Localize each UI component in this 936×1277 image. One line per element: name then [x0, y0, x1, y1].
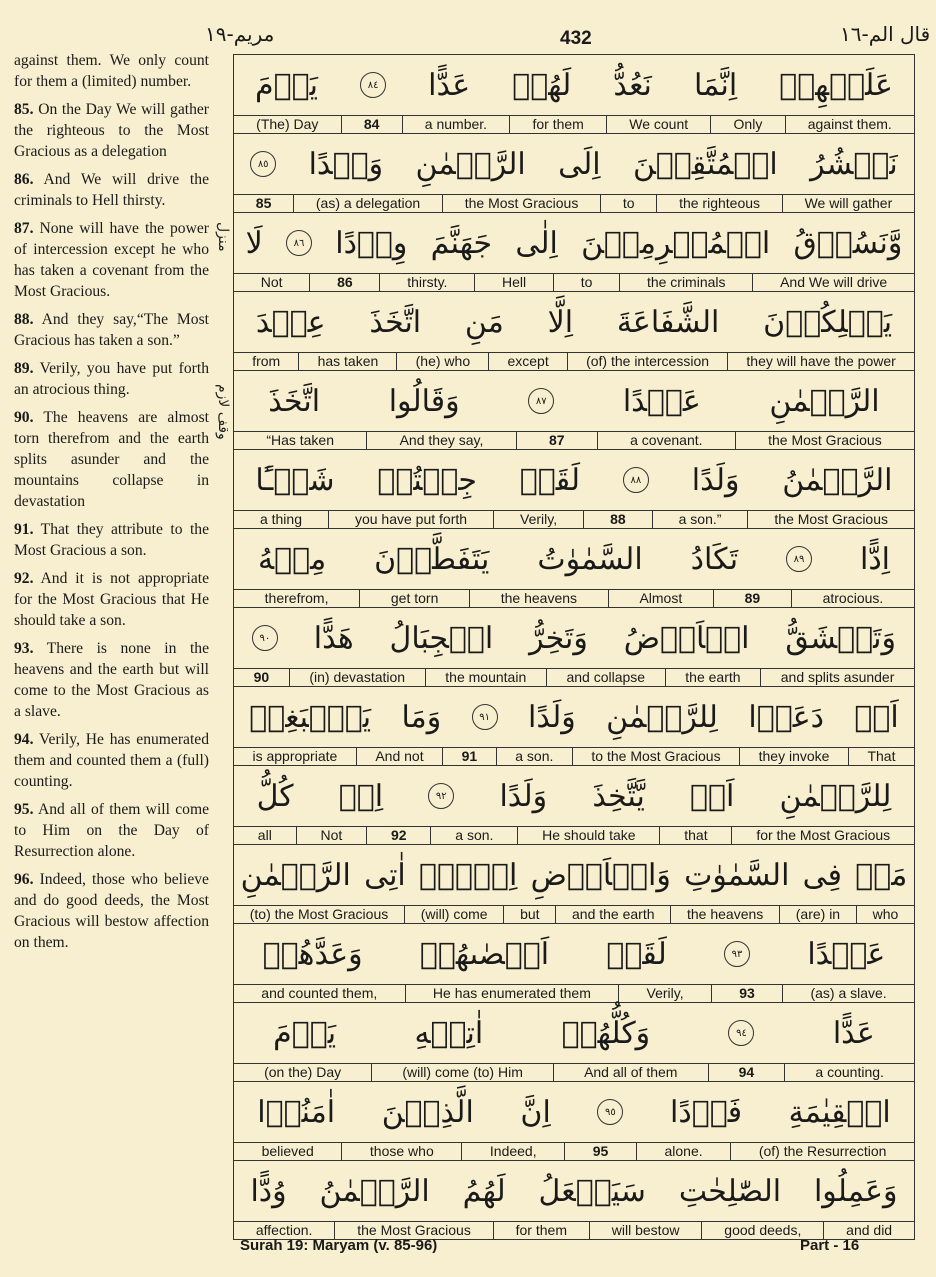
arabic-word: نَعُدُّ	[613, 67, 652, 103]
english-word: Not	[297, 827, 368, 844]
arabic-word: وَمَا	[401, 699, 442, 735]
arabic-line	[234, 1160, 914, 1221]
english-word: And We will drive	[780, 274, 888, 290]
arabic-line	[234, 55, 914, 115]
english-word: and the earth	[556, 906, 671, 923]
arabic-word: وُدًّا	[250, 1173, 287, 1209]
arabic-word: الرَّحۡمٰنِ	[415, 146, 526, 182]
english-word: a son.	[497, 748, 573, 765]
verse-number-cell: 95	[565, 1143, 637, 1160]
english-word: a son.	[431, 827, 518, 844]
arabic-word: لِلرَّحۡمٰنِ	[606, 699, 718, 735]
verse-number-cell: 87	[517, 432, 598, 449]
verse-text: And all of them will come to Him on the Day of Resurrection alone.	[14, 801, 209, 860]
english-word: (on the) Day	[234, 1064, 372, 1081]
arabic-word: سَيَجۡعَلُ	[538, 1173, 646, 1209]
english-word: affection.	[234, 1222, 335, 1239]
arabic-word: اِنۡ	[338, 778, 384, 814]
english-word: against them.	[807, 116, 892, 132]
arabic-line	[234, 923, 914, 984]
translation-verse	[14, 50, 209, 92]
english-word: from	[234, 353, 299, 370]
ayah-marker: ٩٢	[428, 783, 454, 809]
verse-number: 87.	[14, 220, 34, 237]
english-word: “Has taken	[234, 432, 367, 449]
english-word: for the Most Gracious	[756, 827, 891, 843]
arabic-word: وَتَنۡشَقُّ	[785, 620, 896, 656]
english-word: a counting.	[815, 1064, 884, 1080]
english-line	[234, 984, 914, 1002]
english-line	[234, 589, 914, 607]
arabic-word: وَلَدًا	[528, 699, 576, 735]
english-word: and counted them,	[234, 985, 406, 1002]
translation-verse	[14, 309, 209, 351]
english-word: We will gather	[804, 195, 893, 211]
english-word: except	[489, 353, 568, 370]
arabic-line	[234, 686, 914, 747]
verse-number: 93.	[14, 640, 34, 657]
ayah-marker: ٩٠	[252, 625, 278, 651]
arabic-word: السَّمٰوٰتُ	[537, 541, 643, 577]
arabic-word: اتَّخَذَ	[268, 383, 321, 419]
ayah-marker: ٨٩	[786, 546, 812, 572]
english-word: believed	[234, 1143, 342, 1160]
verse-row	[234, 55, 914, 133]
english-word: And they say,	[367, 432, 516, 449]
arabic-word: وَفۡدًا	[308, 146, 384, 182]
verse-text: And We will drive the criminals to Hell thirsty.	[14, 171, 209, 209]
verse-row	[234, 686, 914, 765]
arabic-word: عِنۡدَ	[255, 304, 326, 340]
arabic-word: عَدًّا	[832, 1015, 875, 1051]
page-number: 432	[560, 28, 592, 49]
ayah-marker: ٨٦	[286, 230, 312, 256]
arabic-word: لَا	[245, 225, 263, 261]
english-word: Hell	[475, 274, 554, 291]
english-word: He should take	[518, 827, 660, 844]
arabic-word: فَرۡدًا	[670, 1094, 743, 1130]
arabic-word: اَحۡصٰىهُمۡ	[419, 936, 550, 972]
translation-verse	[14, 638, 209, 722]
english-word: the earth	[666, 669, 761, 686]
english-word: And not	[357, 748, 443, 765]
arabic-line	[234, 291, 914, 352]
arabic-word: هَدًّا	[313, 620, 354, 656]
verse-row	[234, 212, 914, 291]
verse-number-cell: 94	[709, 1064, 786, 1081]
arabic-word: اِنَّ	[520, 1094, 551, 1130]
margin-mark: وقف لازم	[215, 384, 231, 440]
surah-header: مريم-١٩	[205, 22, 275, 46]
arabic-word: جَهَنَّمَ	[430, 225, 493, 261]
verse-number-cell: 84	[342, 116, 403, 133]
english-word: And all of them	[554, 1064, 709, 1081]
arabic-line	[234, 133, 914, 194]
arabic-word: الۡمُتَّقِيۡنَ	[632, 146, 778, 182]
arabic-word: السَّمٰوٰتِ	[684, 857, 790, 893]
english-line	[234, 1142, 914, 1160]
arabic-word: الرَّحۡمٰنُ	[319, 1173, 430, 1209]
english-word: alone.	[637, 1143, 731, 1160]
english-word: to the Most Gracious	[573, 748, 740, 765]
arabic-word: اتَّخَذَ	[369, 304, 422, 340]
english-word: to	[601, 195, 657, 212]
verse-row	[234, 133, 914, 212]
english-word: Verily,	[619, 985, 712, 1002]
english-line	[234, 115, 914, 133]
verse-text: That they attribute to the Most Gracious a son.	[14, 521, 210, 559]
arabic-word: يَوۡمَ	[273, 1015, 337, 1051]
english-word: a covenant.	[598, 432, 736, 449]
english-word: they invoke	[740, 748, 849, 765]
arabic-word: دَعَوۡا	[748, 699, 824, 735]
arabic-word: اٰمَنُوۡا	[257, 1094, 336, 1130]
verse-number: 89.	[14, 360, 34, 377]
arabic-word: تَكَادُ	[690, 541, 739, 577]
arabic-word: فِى	[802, 857, 842, 893]
ayah-marker: ٩٤	[728, 1020, 754, 1046]
english-word: is appropriate	[234, 748, 357, 765]
arabic-word: لِلرَّحۡمٰنِ	[779, 778, 892, 814]
english-word: (to) the Most Gracious	[234, 906, 405, 923]
english-word: He has enumerated them	[406, 985, 620, 1002]
english-word: Only	[711, 116, 785, 133]
english-line	[234, 668, 914, 686]
verse-text: Verily, you have put forth an atrocious thing.	[14, 360, 209, 398]
verse-text: The heavens are almost torn therefrom and the earth splits asunder and the mountains collapse in devastation	[14, 409, 209, 510]
arabic-word: وَعَدَّهُمۡ	[262, 936, 363, 972]
arabic-word: وَكُلُّهُمۡ	[561, 1015, 651, 1051]
english-word: the Most Gracious	[768, 432, 882, 448]
verse-number-cell: 90	[234, 669, 290, 686]
english-word: and splits asunder	[780, 669, 895, 685]
english-word: they will have the power	[746, 353, 896, 369]
english-word: (will) come	[405, 906, 504, 923]
ayah-marker: ٨٤	[360, 72, 386, 98]
english-word: We count	[607, 116, 711, 133]
arabic-word: لَقَدۡ	[606, 936, 667, 972]
footer-part: Part - 16	[800, 1237, 860, 1254]
english-word: has taken	[299, 353, 397, 370]
verse-number: 91.	[14, 521, 34, 538]
english-word: but	[504, 906, 556, 923]
english-word: to	[554, 274, 620, 291]
arabic-word: مَنۡ	[855, 857, 908, 893]
juz-header: قال الم-١٦	[840, 22, 931, 46]
english-word: for them	[494, 1222, 590, 1239]
english-word: who	[872, 906, 899, 922]
footer-surah: Surah 19: Maryam (v. 85-96)	[240, 1237, 438, 1254]
english-word: Almost	[609, 590, 714, 607]
arabic-word: اَنۡ	[854, 699, 899, 735]
arabic-word: اٰتِى	[364, 857, 406, 893]
english-word: get torn	[360, 590, 470, 607]
english-line	[234, 431, 914, 449]
english-word: all	[234, 827, 297, 844]
arabic-word: اِلَّاۤ	[419, 857, 518, 893]
arabic-word: اِنَّمَا	[694, 67, 738, 103]
verse-number: 85.	[14, 101, 34, 118]
arabic-word: نَحۡشُرُ	[810, 146, 898, 182]
arabic-word: يَنۡۢبَغِىۡ	[249, 699, 372, 735]
arabic-word: اِدًّا	[859, 541, 891, 577]
arabic-word: الۡجِبَالُ	[389, 620, 494, 656]
english-word: (he) who	[397, 353, 489, 370]
arabic-line	[234, 1081, 914, 1142]
arabic-word: يَّتَّخِذَ	[592, 778, 645, 814]
arabic-word: كُلُّ	[256, 778, 294, 814]
english-word: a number.	[403, 116, 511, 133]
english-word: the Most Gracious	[443, 195, 601, 212]
arabic-word: عَهۡدًا	[622, 383, 701, 419]
english-word: the Most Gracious	[774, 511, 889, 527]
arabic-word: لَهُمۡ	[512, 67, 572, 103]
verse-row	[234, 765, 914, 844]
verse-row	[234, 1160, 914, 1239]
verse-number: 92.	[14, 570, 34, 587]
english-word: that	[660, 827, 732, 844]
translation-verse	[14, 799, 209, 862]
verse-row	[234, 370, 914, 449]
verse-text: And it is not appropriate for the Most Gracious that He should take a son.	[14, 570, 209, 629]
arabic-word: وِرۡدًا	[335, 225, 408, 261]
english-word: (as) a slave.	[810, 985, 887, 1001]
margin-mark: منزل	[215, 222, 231, 252]
translation-verse	[14, 358, 209, 400]
translation-verse	[14, 729, 209, 792]
english-line	[234, 1063, 914, 1081]
english-word: good deeds,	[702, 1222, 824, 1239]
ayah-marker: ٩٣	[724, 941, 750, 967]
verse-number: 88.	[14, 311, 34, 328]
arabic-word: مِنۡهُ	[257, 541, 327, 577]
english-word: a thing	[234, 511, 329, 528]
english-word: you have put forth	[329, 511, 494, 528]
english-line	[234, 826, 914, 844]
arabic-word: الرَّحۡمٰنِ	[240, 857, 351, 893]
english-line	[234, 510, 914, 528]
arabic-word: اَنۡ	[690, 778, 735, 814]
arabic-word: وَعَمِلُوا	[813, 1173, 898, 1209]
arabic-line	[234, 607, 914, 668]
english-word: the heavens	[671, 906, 780, 923]
verse-text: On the Day We will gather the righteous to the Most Gracious as a delegation	[14, 101, 209, 160]
ayah-marker: ٨٥	[250, 151, 276, 177]
arabic-word: وَالۡاَرۡضِ	[530, 857, 671, 893]
arabic-word: عَدًّا	[428, 67, 471, 103]
arabic-word: اِلَى	[558, 146, 601, 182]
english-word: the criminals	[620, 274, 753, 291]
english-word: (of) the Resurrection	[758, 1143, 887, 1159]
arabic-word: الۡمُجۡرِمِيۡنَ	[581, 225, 771, 261]
english-word: Not	[234, 274, 310, 291]
verse-text: Indeed, those who believe and do good deeds, the Most Gracious will bestow affection on them.	[14, 871, 209, 951]
english-word: Verily,	[494, 511, 584, 528]
english-word: (as) a delegation	[294, 195, 443, 212]
english-word: the heavens	[470, 590, 609, 607]
verse-row	[234, 1081, 914, 1160]
verse-row	[234, 449, 914, 528]
arabic-word: الصّٰلِحٰتِ	[678, 1173, 782, 1209]
translation-verse	[14, 169, 209, 211]
arabic-word: وَلَدًا	[499, 778, 548, 814]
verse-number-cell: 88	[584, 511, 653, 528]
english-word: Indeed,	[462, 1143, 565, 1160]
verse-number: 96.	[14, 871, 34, 888]
verse-text: None will have the power of intercession except he who has taken a covenant from the Most Gracious.	[14, 220, 209, 300]
word-by-word-grid	[233, 54, 915, 1240]
verse-text: Verily, He has enumerated them and counted them a (full) counting.	[14, 731, 210, 790]
english-line	[234, 194, 914, 212]
arabic-word: يَوۡمَ	[255, 67, 318, 103]
arabic-line	[234, 528, 914, 589]
english-word: (are) in	[780, 906, 857, 923]
arabic-line	[234, 765, 914, 826]
verse-number-cell: 91	[443, 748, 497, 765]
english-word: the mountain	[426, 669, 547, 686]
arabic-word: الۡقِيٰمَةِ	[788, 1094, 891, 1130]
translation-verse	[14, 218, 209, 302]
english-line	[234, 273, 914, 291]
english-word: That	[867, 748, 896, 764]
arabic-word: مَنِ	[464, 304, 504, 340]
verse-number: 86.	[14, 171, 34, 188]
verse-row	[234, 607, 914, 686]
english-line	[234, 747, 914, 765]
arabic-line	[234, 1002, 914, 1063]
arabic-word: الَّذِيۡنَ	[381, 1094, 474, 1130]
arabic-word: الۡاَرۡضُ	[623, 620, 750, 656]
english-word: the Most Gracious	[335, 1222, 493, 1239]
verse-number-cell: 85	[234, 195, 294, 212]
ayah-marker: ٩١	[472, 704, 498, 730]
translation-verse	[14, 407, 209, 512]
verse-number-cell: 89	[714, 590, 792, 607]
arabic-word: يَتَفَطَّرۡنَ	[374, 541, 490, 577]
arabic-word: اِلٰى	[515, 225, 558, 261]
verse-number-cell: 92	[367, 827, 431, 844]
arabic-word: الشَّفَاعَةَ	[616, 304, 720, 340]
arabic-word: عَبۡدًا	[807, 936, 886, 972]
verse-text: against them. We only count for them a (limited) number.	[14, 52, 209, 90]
ayah-marker: ٨٧	[528, 388, 554, 414]
arabic-word: وَلَدًا	[691, 462, 740, 498]
verse-number: 94.	[14, 731, 34, 748]
english-word: and collapse	[547, 669, 666, 686]
verse-row	[234, 291, 914, 370]
arabic-line	[234, 212, 914, 273]
english-line	[234, 352, 914, 370]
verse-number-cell: 93	[712, 985, 783, 1002]
english-word: and did	[846, 1222, 893, 1238]
arabic-line	[234, 370, 914, 431]
verse-row	[234, 844, 914, 923]
verse-row	[234, 528, 914, 607]
english-word: therefrom,	[234, 590, 360, 607]
verse-number: 95.	[14, 801, 34, 818]
english-word: a son.”	[653, 511, 749, 528]
english-word: the righteous	[657, 195, 782, 212]
ayah-marker: ٩٥	[597, 1099, 623, 1125]
arabic-word: الرَّحۡمٰنُ	[782, 462, 893, 498]
translation-verse	[14, 99, 209, 162]
verse-number: 90.	[14, 409, 34, 426]
translation-column	[14, 50, 209, 960]
verse-text: There is none in the heavens and the earth but will come to the Most Gracious as a slave.	[14, 640, 209, 720]
arabic-word: وَقَالُوا	[388, 383, 460, 419]
english-word: (The) Day	[234, 116, 342, 133]
arabic-word: شَيۡـًٔا	[255, 462, 335, 498]
arabic-word: عَلَيۡهِمۡ	[779, 67, 893, 103]
verse-row	[234, 923, 914, 1002]
arabic-word: لَهُمُ	[462, 1173, 506, 1209]
verse-row	[234, 1002, 914, 1081]
ayah-marker: ٨٨	[623, 467, 649, 493]
english-line	[234, 905, 914, 923]
arabic-word: اِلَّا	[547, 304, 574, 340]
arabic-word: وَّنَسُوۡقُ	[793, 225, 903, 261]
english-word: (in) devastation	[290, 669, 426, 686]
translation-verse	[14, 519, 209, 561]
translation-verse	[14, 568, 209, 631]
english-word: (of) the intercession	[568, 353, 728, 370]
arabic-word: الرَّحۡمٰنِ	[769, 383, 880, 419]
verse-text: And they say,“The Most Gracious has taken a son.”	[14, 311, 209, 349]
translation-verse	[14, 869, 209, 953]
arabic-word: جِئۡتُمۡ	[377, 462, 477, 498]
arabic-word: وَتَخِرُّ	[529, 620, 588, 656]
arabic-word: يَمۡلِكُوۡنَ	[763, 304, 893, 340]
english-word: those who	[342, 1143, 462, 1160]
arabic-word: لَقَدۡ	[519, 462, 581, 498]
arabic-word: اٰتِيۡهِ	[414, 1015, 484, 1051]
arabic-line	[234, 449, 914, 510]
english-word: for them	[510, 116, 607, 133]
verse-number-cell: 86	[310, 274, 380, 291]
english-word: thirsty.	[380, 274, 475, 291]
english-word: (will) come (to) Him	[372, 1064, 554, 1081]
arabic-line	[234, 844, 914, 905]
english-word: atrocious.	[822, 590, 884, 606]
english-word: will bestow	[590, 1222, 703, 1239]
